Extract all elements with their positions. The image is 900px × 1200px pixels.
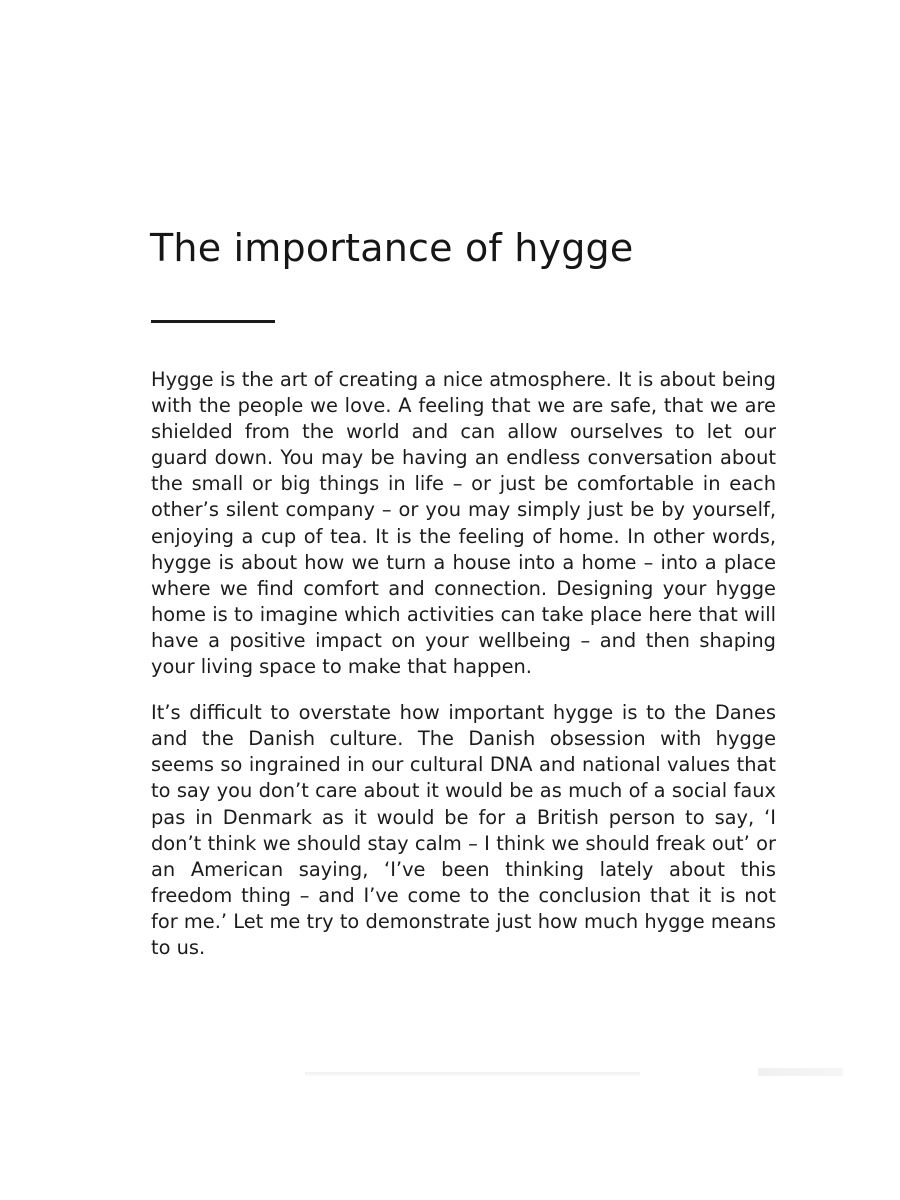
faint-watermark [758,1068,843,1076]
title-underline-rule [151,320,275,323]
page-bottom-shadow [305,1072,640,1076]
page-title: The importance of hygge [150,226,634,270]
body-text [151,367,776,961]
paragraph-2: It’s difficult to overstate how important hygge is to the Danes and the Danish culture. The Danish obsession with hygge seems so ingrained in our cultural DNA and national values that to say you don’t care about it would be as much of a social faux pas in Denmark as it would be for a British person to say, ‘I don’t think we should stay calm – I think we should freak out’ or an American saying, ‘I’ve been thinking lately about this freedom thing – and I’ve come to the conclusion that it is not for me.’ Let me try to demonstrate just how much hygge means to us. [151,701,776,959]
paragraph-1: Hygge is the art of creating a nice atmosphere. It is about being with the people we love. A feeling that we are safe, that we are shielded from the world and can allow ourselves to let our guard down. You may be having an endless conversation about the small or big things in life – or just be comfortable in each other’s silent company – or you may simply just be by yourself, enjoying a cup of tea. It is the feeling of home. In other words, hygge is about how we turn a house into a home – into a place where we find comfort and connection. Designing your hygge home is to imagine which activities can take place here that will have a positive impact on your wellbeing – and then shaping your living space to make that happen. [151,368,776,679]
